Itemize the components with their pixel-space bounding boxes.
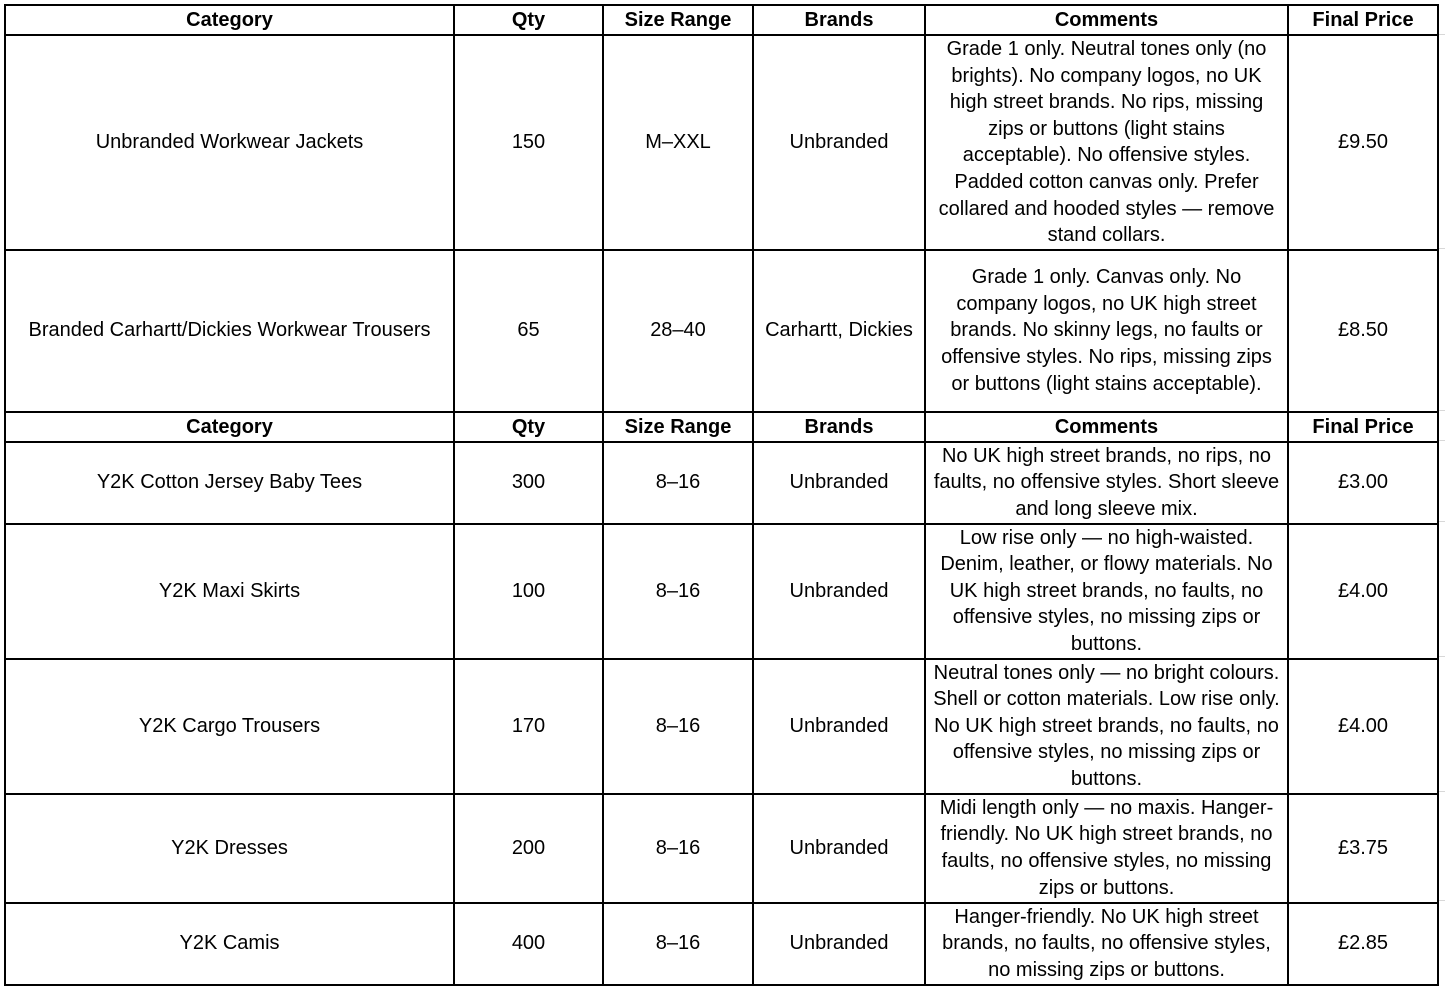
cell-category: Y2K Cotton Jersey Baby Tees [5,442,454,524]
cell-category: Y2K Maxi Skirts [5,524,454,659]
table-row [5,250,1438,412]
header-brands: Brands [753,5,925,35]
cell-category: Y2K Cargo Trousers [5,659,454,794]
cell-qty: 300 [454,442,603,524]
cell-size-range: M–XXL [603,35,753,250]
table-row [5,35,1438,250]
header-final-price: Final Price [1288,412,1438,442]
header-final-price: Final Price [1288,5,1438,35]
header-size-range: Size Range [603,412,753,442]
gridline [1439,521,1445,522]
header-row [5,5,1438,35]
cell-final-price: £8.50 [1288,250,1438,412]
header-qty: Qty [454,5,603,35]
cell-comments: Hanger-friendly. No UK high street brands, no faults, no offensive styles, no missing zips or buttons. [925,903,1288,985]
cell-qty: 400 [454,903,603,985]
cell-category: Branded Carhartt/Dickies Workwear Trousers [5,250,454,412]
table-row [5,903,1438,985]
cell-brands: Unbranded [753,442,925,524]
gridline [1439,410,1445,411]
cell-final-price: £3.00 [1288,442,1438,524]
cell-size-range: 8–16 [603,794,753,903]
header-size-range: Size Range [603,5,753,35]
cell-qty: 200 [454,794,603,903]
gridline [1439,791,1445,792]
cell-qty: 150 [454,35,603,250]
gridline [1439,440,1445,441]
cell-category: Y2K Camis [5,903,454,985]
cell-final-price: £4.00 [1288,524,1438,659]
cell-category: Y2K Dresses [5,794,454,903]
cell-size-range: 8–16 [603,442,753,524]
header-row [5,412,1438,442]
cell-brands: Unbranded [753,794,925,903]
table-row [5,524,1438,659]
gridline [1439,248,1445,249]
header-category: Category [5,5,454,35]
cell-comments: Grade 1 only. Neutral tones only (no brights). No company logos, no UK high street brands. No rips, missing zips or buttons (light stains acceptable). No offensive styles. Padded cotton canvas only. Prefer collared and hooded styles — remove stand collars. [925,35,1288,250]
table-row [5,659,1438,794]
cell-qty: 100 [454,524,603,659]
cell-final-price: £9.50 [1288,35,1438,250]
header-qty: Qty [454,412,603,442]
product-table [4,4,1439,986]
cell-final-price: £3.75 [1288,794,1438,903]
header-comments: Comments [925,412,1288,442]
cell-size-range: 8–16 [603,524,753,659]
header-comments: Comments [925,5,1288,35]
gridline [1439,900,1445,901]
cell-final-price: £4.00 [1288,659,1438,794]
header-category: Category [5,412,454,442]
cell-brands: Unbranded [753,524,925,659]
sheet-gutter [1439,0,1445,984]
header-brands: Brands [753,412,925,442]
cell-brands: Carhartt, Dickies [753,250,925,412]
table-row [5,794,1438,903]
cell-qty: 170 [454,659,603,794]
cell-size-range: 8–16 [603,659,753,794]
cell-final-price: £2.85 [1288,903,1438,985]
cell-qty: 65 [454,250,603,412]
cell-brands: Unbranded [753,659,925,794]
cell-comments: Neutral tones only — no bright colours. Shell or cotton materials. Low rise only. No UK high street brands, no faults, no offensive styles, no missing zips or buttons. [925,659,1288,794]
cell-comments: Midi length only — no maxis. Hanger-friendly. No UK high street brands, no faults, no offensive styles, no missing zips or buttons. [925,794,1288,903]
cell-brands: Unbranded [753,903,925,985]
cell-comments: Low rise only — no high-waisted. Denim, leather, or flowy materials. No UK high street brands, no faults, no offensive styles, no missing zips or buttons. [925,524,1288,659]
cell-size-range: 28–40 [603,250,753,412]
cell-comments: Grade 1 only. Canvas only. No company logos, no UK high street brands. No skinny legs, no faults or offensive styles. No rips, missing zips or buttons (light stains acceptable). [925,250,1288,412]
cell-comments: No UK high street brands, no rips, no faults, no offensive styles. Short sleeve and long sleeve mix. [925,442,1288,524]
gridline [1439,656,1445,657]
gridline [1439,34,1445,35]
table-row [5,442,1438,524]
cell-size-range: 8–16 [603,903,753,985]
cell-category: Unbranded Workwear Jackets [5,35,454,250]
cell-brands: Unbranded [753,35,925,250]
